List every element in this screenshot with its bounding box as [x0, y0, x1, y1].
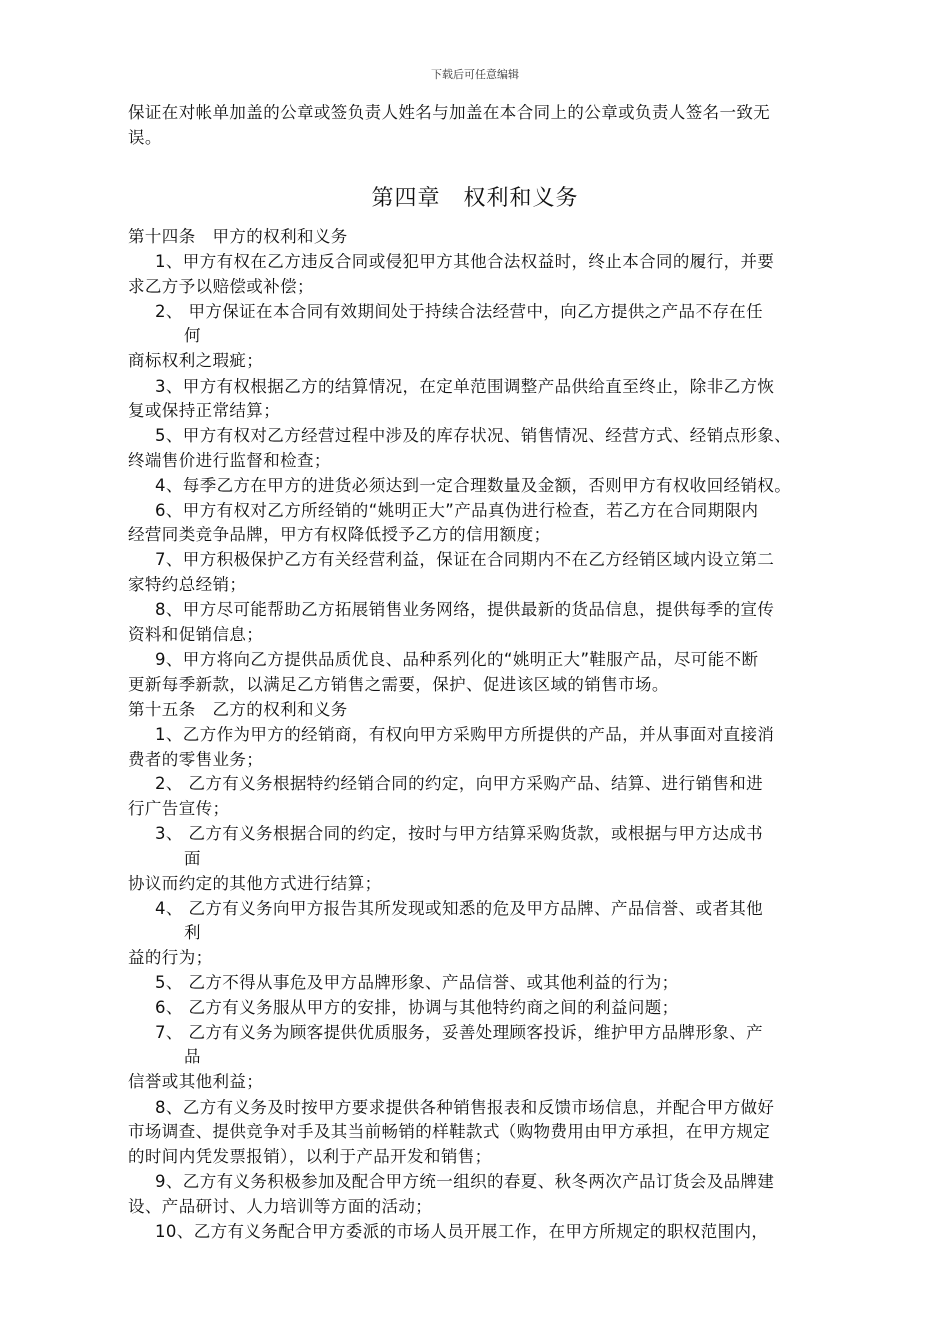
article-title: 第十五条 乙方的权利和义务 [128, 700, 348, 719]
paragraph-line: 费者的零售业务； [128, 750, 264, 769]
chapter-title: 第四章 权利和义务 [371, 186, 579, 211]
paragraph-line: 10、乙方有义务配合甲方委派的市场人员开展工作，在甲方所规定的职权范围内， [155, 1222, 769, 1241]
paragraph-line: 面 [184, 849, 201, 868]
article-title: 第十四条 甲方的权利和义务 [128, 227, 348, 246]
paragraph-line: 6、甲方有权对乙方所经销的“姚明正大”产品真伪进行检查，若乙方在合同期限内 [155, 501, 759, 520]
paragraph-line: 市场调查、提供竞争对手及其当前畅销的样鞋款式（购物费用由甲方承担，在甲方规定 [128, 1122, 771, 1141]
paragraph-line: 7、 乙方有义务为顾客提供优质服务，妥善处理顾客投诉，维护甲方品牌形象、产 [155, 1023, 764, 1042]
paragraph-line: 3、甲方有权根据乙方的结算情况，在定单范围调整产品供给直至终止，除非乙方恢 [155, 377, 775, 396]
paragraph-line: 复或保持正常结算； [128, 401, 281, 420]
paragraph-line: 终端售价进行监督和检查； [128, 451, 331, 470]
paragraph-line: 8、甲方尽可能帮助乙方拓展销售业务网络，提供最新的货品信息，提供每季的宣传 [155, 600, 775, 619]
paragraph-line: 资料和促销信息； [128, 625, 264, 644]
paragraph-line: 何 [184, 326, 201, 345]
paragraph-line: 误。 [128, 128, 162, 147]
paragraph-line: 9、乙方有义务积极参加及配合甲方统一组织的春夏、秋冬两次产品订货会及品牌建 [155, 1172, 775, 1191]
header-note: 下载后可任意编辑 [431, 68, 519, 81]
paragraph-line: 经营同类竞争品牌，甲方有权降低授予乙方的信用额度； [128, 525, 551, 544]
paragraph-line: 商标权利之瑕疵； [128, 351, 264, 370]
paragraph-line: 的时间内凭发票报销），以利于产品开发和销售； [128, 1147, 492, 1166]
paragraph-line: 品 [184, 1047, 201, 1066]
paragraph-line: 设、产品研讨、人力培训等方面的活动； [128, 1197, 433, 1216]
paragraph-line: 3、 乙方有义务根据合同的约定，按时与甲方结算采购货款，或根据与甲方达成书 [155, 824, 764, 843]
paragraph-line: 行广告宣传； [128, 799, 230, 818]
paragraph-line: 5、 乙方不得从事危及甲方品牌形象、产品信誉、或其他利益的行为； [155, 973, 679, 992]
paragraph-line: 求乙方予以赔偿或补偿； [128, 277, 314, 296]
paragraph-line: 保证在对帐单加盖的公章或签负责人姓名与加盖在本合同上的公章或负责人签名一致无 [128, 103, 771, 122]
paragraph-line: 9、甲方将向乙方提供品质优良、品种系列化的“姚明正大”鞋服产品，尽可能不断 [155, 650, 759, 669]
paragraph-line: 1、甲方有权在乙方违反合同或侵犯甲方其他合法权益时，终止本合同的履行，并要 [155, 252, 775, 271]
paragraph-line: 2、 乙方有义务根据特约经销合同的约定，向甲方采购产品、结算、进行销售和进 [155, 774, 764, 793]
paragraph-line: 益的行为； [128, 948, 213, 967]
paragraph-line: 1、乙方作为甲方的经销商，有权向甲方采购甲方所提供的产品，并从事面对直接消 [155, 725, 775, 744]
paragraph-line: 信誉或其他利益； [128, 1072, 264, 1091]
paragraph-line: 协议而约定的其他方式进行结算； [128, 874, 382, 893]
paragraph-line: 更新每季新款，以满足乙方销售之需要，保护、促进该区域的销售市场。 [128, 675, 669, 694]
paragraph-line: 家特约总经销； [128, 575, 247, 594]
paragraph-line: 8、乙方有义务及时按甲方要求提供各种销售报表和反馈市场信息，并配合甲方做好 [155, 1098, 775, 1117]
paragraph-line: 4、 乙方有义务向甲方报告其所发现或知悉的危及甲方品牌、产品信誉、或者其他 [155, 899, 764, 918]
paragraph-line: 4、每季乙方在甲方的进货必须达到一定合理数量及金额，否则甲方有权收回经销权。 [155, 476, 792, 495]
paragraph-line: 7、甲方积极保护乙方有关经营利益，保证在合同期内不在乙方经销区域内设立第二 [155, 550, 775, 569]
paragraph-line: 6、 乙方有义务服从甲方的安排，协调与其他特约商之间的利益问题； [155, 998, 679, 1017]
paragraph-line: 利 [184, 923, 201, 942]
paragraph-line: 2、 甲方保证在本合同有效期间处于持续合法经营中，向乙方提供之产品不存在任 [155, 302, 764, 321]
paragraph-line: 5、甲方有权对乙方经营过程中涉及的库存状况、销售情况、经营方式、经销点形象、 [155, 426, 792, 445]
